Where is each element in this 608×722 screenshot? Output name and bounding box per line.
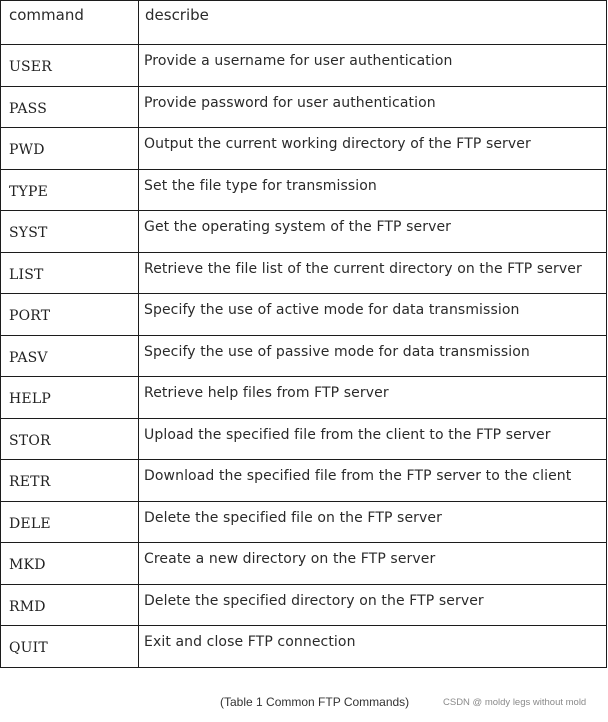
command-cell: PWD xyxy=(1,128,139,170)
describe-cell: Get the operating system of the FTP server xyxy=(139,211,607,253)
describe-cell: Provide password for user authentication xyxy=(139,86,607,128)
command-cell: PASS xyxy=(1,86,139,128)
table-row xyxy=(1,377,607,419)
header-describe: describe xyxy=(139,1,607,45)
table-caption: (Table 1 Common FTP Commands) xyxy=(220,695,410,709)
command-cell: MKD xyxy=(1,543,139,585)
table-row xyxy=(1,418,607,460)
describe-cell: Specify the use of active mode for data transmission xyxy=(139,294,607,336)
table-row xyxy=(1,335,607,377)
table-row xyxy=(1,211,607,253)
table-row xyxy=(1,128,607,170)
header-command: command xyxy=(1,1,139,45)
table-row xyxy=(1,501,607,543)
command-cell: RETR xyxy=(1,460,139,502)
command-cell: PORT xyxy=(1,294,139,336)
command-cell: QUIT xyxy=(1,626,139,668)
csdn-watermark: CSDN @ moldy legs without mold xyxy=(443,697,587,708)
describe-cell: Retrieve help files from FTP server xyxy=(139,377,607,419)
command-cell: SYST xyxy=(1,211,139,253)
command-cell: TYPE xyxy=(1,169,139,211)
describe-cell: Delete the specified file on the FTP server xyxy=(139,501,607,543)
describe-cell: Delete the specified directory on the FTP server xyxy=(139,584,607,626)
describe-cell: Create a new directory on the FTP server xyxy=(139,543,607,585)
table-row xyxy=(1,169,607,211)
table-row xyxy=(1,460,607,502)
table-row xyxy=(1,294,607,336)
describe-cell: Upload the specified file from the client to the FTP server xyxy=(139,418,607,460)
table-row xyxy=(1,252,607,294)
table-row xyxy=(1,86,607,128)
describe-cell: Specify the use of passive mode for data transmission xyxy=(139,335,607,377)
command-cell: RMD xyxy=(1,584,139,626)
command-cell: DELE xyxy=(1,501,139,543)
describe-cell: Retrieve the file list of the current directory on the FTP server xyxy=(139,252,607,294)
describe-cell: Download the specified file from the FTP server to the client xyxy=(139,460,607,502)
command-cell: STOR xyxy=(1,418,139,460)
command-cell: LIST xyxy=(1,252,139,294)
table-row xyxy=(1,584,607,626)
describe-cell: Set the file type for transmission xyxy=(139,169,607,211)
describe-cell: Exit and close FTP connection xyxy=(139,626,607,668)
command-cell: HELP xyxy=(1,377,139,419)
table-header-row xyxy=(1,1,607,45)
describe-cell: Provide a username for user authentication xyxy=(139,45,607,87)
table-row xyxy=(1,543,607,585)
table-row xyxy=(1,626,607,668)
describe-cell: Output the current working directory of the FTP server xyxy=(139,128,607,170)
table-row xyxy=(1,45,607,87)
command-cell: USER xyxy=(1,45,139,87)
command-cell: PASV xyxy=(1,335,139,377)
